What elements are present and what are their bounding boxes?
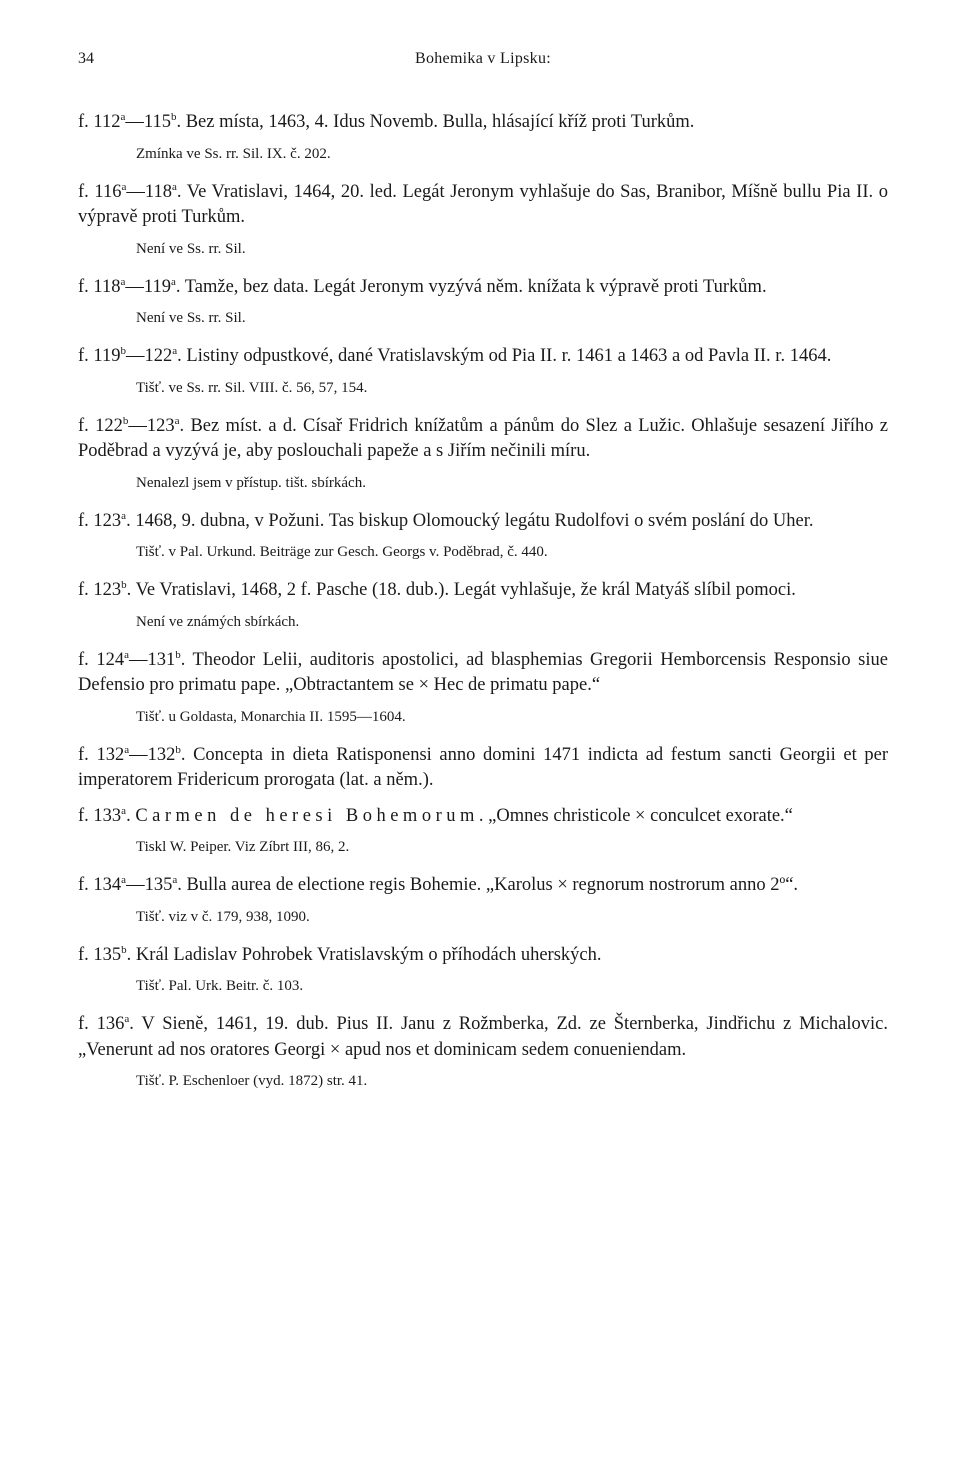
folio-start: 134 [93,875,122,895]
folio-range-dash: — [129,744,148,765]
catalog-entry [78,648,888,699]
folio-end: 122 [144,346,173,366]
folio-prefix: f. [78,346,94,366]
catalog-entry [78,1012,888,1063]
folio-start: 116 [94,181,122,202]
entry-note: Tišť. u Goldasta, Monarchia II. 1595—1604. [136,708,406,725]
folio-prefix: f. [78,875,94,895]
entry-text: . Concepta in dieta Ratisponensi anno domini 1471 indicta ad festum sancti Georgii et per imperatorem Fridericum prorogata (lat. a něm.). [78,744,889,790]
running-title: Bohemika v Lipsku: [414,50,552,67]
folio-range-dash: — [128,649,148,670]
entry-note: Nenalezl jsem v přístup. tišt. sbírkách. [136,474,366,491]
folio-start: 136 [96,1014,125,1034]
page-header [78,50,888,74]
folio-prefix: f. [78,805,94,826]
entry-text: . V Sieně, 1461, 19. dub. Pius II. Janu z Rožmberka, Zd. ze Šternberka, Jindřichu z Michalovic. „Venerunt ad nos oratores Georgi × apud nos et dominicam sedem conueniendam. [78,1014,888,1060]
entry-note: Tišť. Pal. Urk. Beitr. č. 103. [136,978,304,994]
document-body [78,110,888,1107]
folio-range-dash: — [125,112,144,132]
folio-start: 123 [93,580,122,600]
entry-spaced-title: Carmen de heresi Bohemorum [135,805,479,826]
folio-start-side: b [120,344,126,357]
folio-end-side: a [172,873,178,886]
folio-prefix: f. [78,112,94,132]
catalog-entry [78,110,888,136]
entry-note: Není ve Ss. rr. Sil. [136,310,246,326]
folio-prefix: f. [78,744,97,765]
folio-end-side: a [172,344,178,357]
entry-text: . Bez míst. a d. Císař Fridrich knížatům a pánům do Slez a Lužic. Ohlašuje sesazení Jiřího z Poděbrad a vyzývá je, aby poslouchali papeže a s Jiřím nečinili míru. [78,415,888,461]
folio-prefix: f. [78,276,94,297]
folio-start-side: b [121,943,127,956]
folio-end: 115 [143,112,171,132]
folio-start-side: a [121,804,127,817]
folio-start: 124 [96,649,125,670]
folio-prefix: f. [78,415,96,436]
catalog-entry [78,344,888,370]
folio-start: 132 [96,744,125,765]
folio-end: 119 [143,276,171,297]
catalog-entry [78,873,888,899]
folio-start: 122 [95,415,123,436]
folio-start: 133 [93,805,122,826]
catalog-entry [78,414,888,465]
catalog-entry [78,804,888,830]
folio-end: 118 [144,181,172,202]
entry-text: . 1468, 9. dubna, v Požuni. Tas biskup Olomoucký legátu Rudolfovi o svém poslání do Uher. [126,510,814,531]
entry-text: . „Omnes christicole × conculcet exorate.“ [478,805,793,826]
catalog-entry [78,743,888,794]
entry-text: . Bulla aurea de electione regis Bohemie. „Karolus × regnorum nostrorum anno 2º“. [177,875,799,895]
entry-text: . Theodor Lelii, auditoris apostolici, ad blasphemias Gregorii Hemborcensis Responsio siue Defensio pro primatu pape. „Obtractantem se × Hec de primatu pape.“ [78,649,888,695]
folio-range-dash: — [126,346,145,366]
folio-end: 131 [147,649,176,670]
folio-prefix: f. [78,181,95,202]
folio-range-dash: — [126,875,145,895]
folio-end-side: b [170,110,177,123]
catalog-entry [78,943,888,969]
folio-start: 118 [93,276,121,297]
folio-end-side: b [175,743,181,756]
entry-text: . Bez místa, 1463, 4. Idus Novemb. Bulla, hlásající kříž proti Turkům. [176,112,695,132]
page-number: 34 [78,50,94,67]
folio-end-side: a [171,180,177,193]
folio-range-dash: — [128,415,147,436]
entry-text: . Král Ladislav Pohrobek Vratislavským o příhodách uherských. [126,944,602,965]
folio-end-side: b [175,648,181,661]
entry-note: Tišť. v Pal. Urkund. Beiträge zur Gesch. Georgs v. Poděbrad, č. 440. [136,544,548,560]
folio-end-side: a [170,275,176,288]
entry-note: Tišť. ve Ss. rr. Sil. VIII. č. 56, 57, 154. [136,379,368,396]
folio-start-side: a [124,648,129,661]
folio-start-side: a [121,873,127,886]
entry-text: . Listiny odpustkové, dané Vratislavským od Pia II. r. 1461 a 1463 a od Pavla II. r. 1464. [177,346,832,366]
folio-prefix: f. [78,944,94,965]
folio-start-side: a [120,110,126,123]
folio-end-side: a [174,414,180,427]
folio-prefix: f. [78,580,94,600]
entry-note: Zmínka ve Ss. rr. Sil. IX. č. 202. [136,145,331,162]
folio-range-dash: — [125,276,144,297]
catalog-entry [78,578,888,604]
entry-text-pre: . [126,805,136,826]
entry-note: Není ve Ss. rr. Sil. [136,240,246,257]
entry-text: . Ve Vratislavi, 1468, 2 f. Pasche (18. dub.). Legát vyhlašuje, že král Matyáš slíbil pomoci. [126,580,796,600]
folio-start: 135 [93,944,122,965]
entry-note: Tiskl W. Peiper. Viz Zíbrt III, 86, 2. [136,839,350,855]
folio-start: 112 [93,112,121,132]
entry-note: Není ve známých sbírkách. [136,613,300,630]
folio-start: 123 [93,510,122,531]
folio-start-side: b [121,578,127,591]
folio-start-side: a [120,275,126,288]
entry-text: . Tamže, bez data. Legát Jeronym vyzývá něm. knížata k výpravě proti Turkům. [175,276,767,297]
folio-start: 119 [93,346,121,366]
folio-start-side: a [121,509,127,522]
entry-note: Tišť. P. Eschenloer (vyd. 1872) str. 41. [136,1073,368,1089]
entry-text: . Ve Vratislavi, 1464, 20. led. Legát Jeronym vyhlašuje do Sas, Branibor, Míšně bullu Pia II. o výpravě proti Turkům. [78,181,888,227]
folio-prefix: f. [78,649,97,670]
folio-start-side: a [124,1012,130,1025]
catalog-entry [78,509,888,535]
catalog-entry [78,275,888,301]
folio-prefix: f. [78,1014,97,1034]
folio-end: 132 [147,744,176,765]
catalog-entry [78,180,888,231]
folio-end: 123 [146,415,175,436]
entry-note: Tišť. viz v č. 179, 938, 1090. [136,908,310,925]
folio-prefix: f. [78,510,94,531]
folio-start-side: b [122,414,129,427]
folio-start-side: a [121,180,127,193]
folio-start-side: a [124,743,130,756]
folio-end: 135 [144,875,173,895]
folio-range-dash: — [126,181,145,202]
